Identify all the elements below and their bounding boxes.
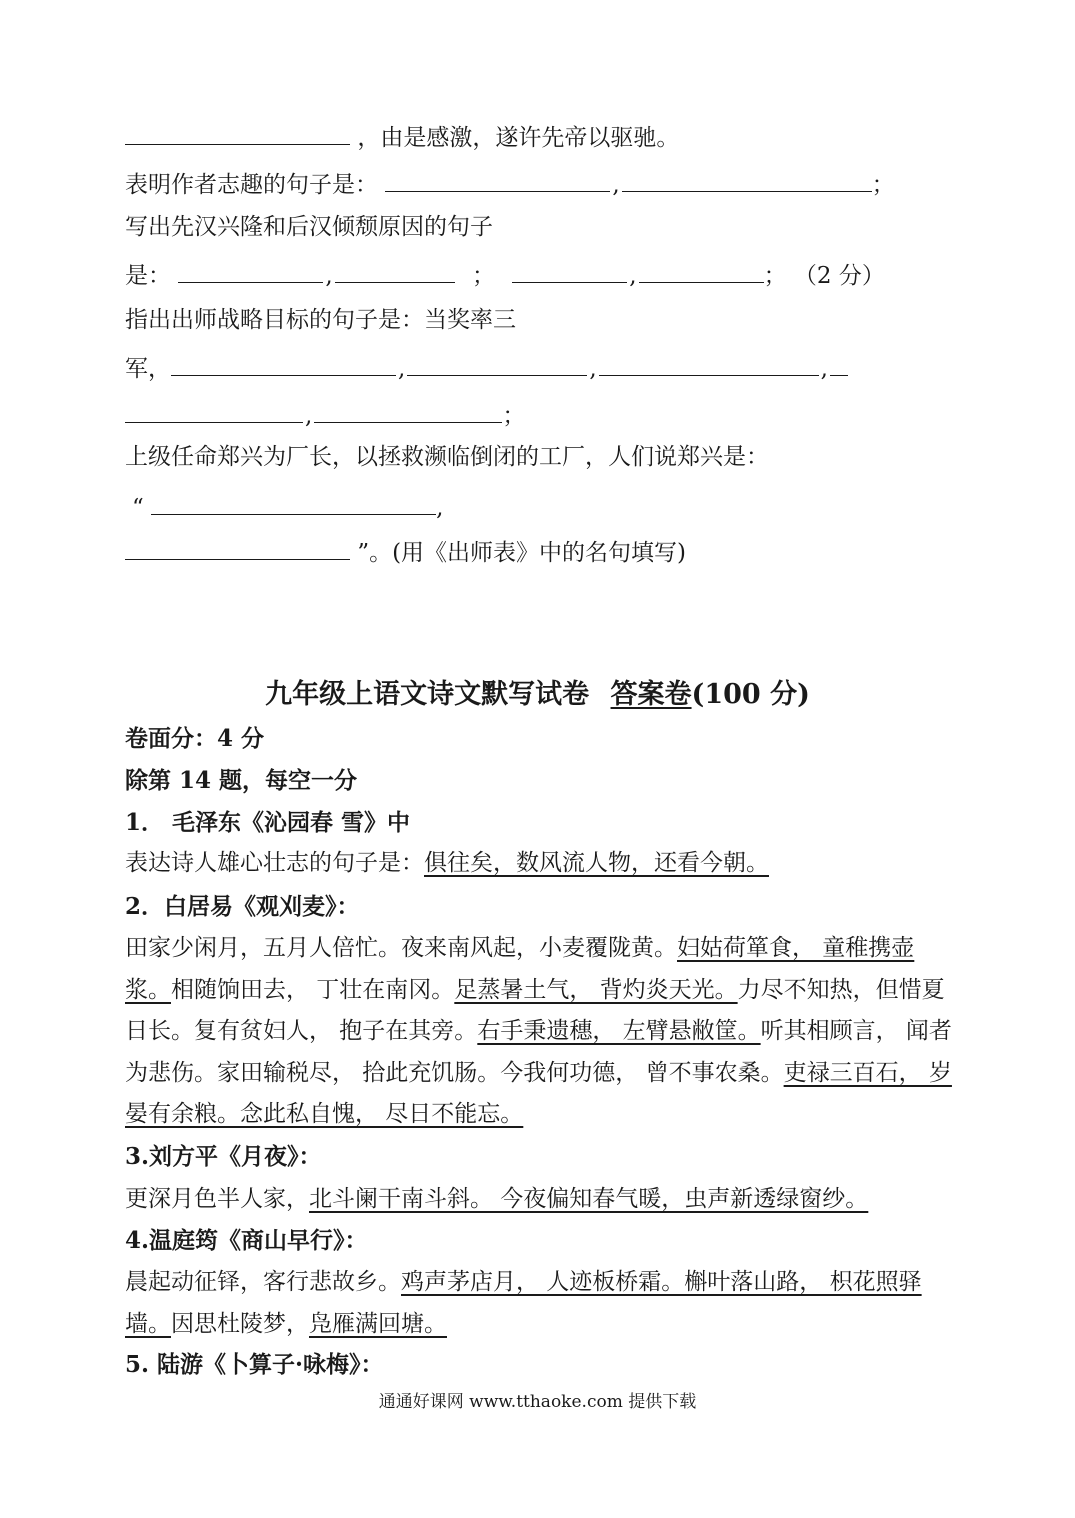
semicolon: ； — [502, 403, 526, 429]
answer-blank[interactable] — [599, 351, 819, 376]
comma-separator: , — [325, 263, 333, 289]
answer-blank[interactable] — [151, 490, 436, 515]
q1-heading: 1． 毛泽东《沁园春 雪》中 — [125, 809, 411, 836]
answer-blank[interactable] — [125, 398, 303, 423]
q2-answer-1: 妇姑荷箪食， 童稚携壶浆。 — [125, 935, 915, 1003]
q1-line — [125, 848, 769, 878]
q5-heading: 5. 陆游《卜算子·咏梅》： — [125, 1351, 384, 1378]
q3-text: 更深月色半人家， — [125, 1186, 309, 1212]
question-text: 写出先汉兴隆和后汉倾颓原因的句子 — [125, 214, 493, 240]
q2-text-3: 力尽不知热，但惜夏日长。复有贫妇人， 抱子在其旁。 — [125, 976, 945, 1044]
q4-text-2: 因思杜陵梦， — [171, 1310, 309, 1337]
q2-passage — [125, 928, 960, 1136]
title-key: 答案卷 — [610, 679, 692, 710]
close-note: ”。(用《出师表》中的名句填写) — [357, 540, 687, 566]
answer-blank[interactable] — [512, 258, 627, 283]
q3-answer: 北斗阑干南斗斜。 今夜偏知春气暖，虫声新透绿窗纱。 — [309, 1186, 869, 1212]
fill-line-1 — [125, 120, 679, 153]
score-note: （2 分） — [793, 263, 885, 289]
semicolon: ； — [871, 172, 895, 198]
fill-line-2 — [125, 167, 895, 200]
fill-line-9 — [132, 490, 443, 523]
answer-blank[interactable] — [125, 535, 350, 560]
answer-blank[interactable] — [830, 351, 848, 376]
fill-line-7 — [125, 398, 525, 431]
answer-blank[interactable] — [622, 167, 872, 192]
comma-separator: , — [436, 495, 444, 521]
comma-separator: , — [305, 403, 313, 429]
q1-answer: 俱往矣，数风流人物，还看今朝。 — [424, 850, 769, 876]
page-footer: 通通好课网 www.tthaoke.com 提供下载 — [378, 1392, 697, 1412]
answer-blank[interactable] — [385, 167, 610, 192]
q2-text-4: 听其相顾言， 闻者为悲伤。家田输税尽， 拾此充饥肠。今我何功德， 曾不事农桑。 — [125, 1018, 952, 1086]
answer-blank[interactable] — [171, 351, 396, 376]
q4-heading: 4.温庭筠《商山早行》： — [125, 1227, 368, 1254]
q1-prompt: 表达诗人雄心壮志的句子是： — [125, 850, 424, 876]
question-text: 指出出师战略目标的句子是：当奖率三 — [125, 307, 516, 333]
open-quote: “ — [132, 495, 144, 521]
q2-text-1: 田家少闲月，五月人倍忙。夜来南风起，小麦覆陇黄。 — [125, 935, 677, 961]
comma-separator: , — [589, 356, 597, 382]
answer-sheet-title — [0, 678, 1075, 712]
q2-heading: 2．白居易《观刈麦》： — [125, 893, 360, 920]
q2-answer-3: 右手秉遗穗， 左臂悬敝筐。 — [477, 1018, 761, 1044]
fill-line-6 — [125, 351, 848, 384]
fill-line-3 — [125, 212, 493, 242]
q2-answer-4: 吏禄三百石， 岁晏有余粮。念此私自愧， 尽日不能忘。 — [125, 1059, 952, 1127]
q4-text-1: 晨起动征铎，客行悲故乡。 — [125, 1269, 401, 1295]
q2-text-2: 相随饷田去， 丁壮在南冈。 — [171, 976, 455, 1003]
fill-line-8 — [125, 442, 769, 472]
answer-blank[interactable] — [125, 120, 350, 145]
title-score: (100 分) — [691, 679, 810, 710]
title-main: 九年级上语文诗文默写试卷 — [265, 679, 590, 710]
question-text: 上级任命郑兴为厂长，以拯救濒临倒闭的工厂，人们说郑兴是： — [125, 444, 769, 470]
question-label: 表明作者志趣的句子是： — [125, 172, 378, 198]
fill-line-5 — [125, 305, 516, 335]
comma-separator: , — [398, 356, 406, 382]
q4-answer-2: 凫雁满回塘。 — [309, 1310, 447, 1337]
fill-line-10 — [125, 535, 686, 568]
answer-blank[interactable] — [335, 258, 455, 283]
q4-passage — [125, 1262, 960, 1345]
comma-separator: , — [612, 172, 620, 198]
answer-blank[interactable] — [639, 258, 764, 283]
q4-answer-1: 鸡声茅店月， 人迹板桥霜。槲叶落山路， 枳花照驿墙。 — [125, 1269, 922, 1337]
fill-line-4 — [125, 258, 885, 291]
line-text: ，由是感激，遂许先帝以驱驰。 — [357, 125, 680, 151]
comma-separator: , — [820, 356, 828, 382]
semicolon: ； — [471, 263, 495, 289]
q2-answer-2: 足蒸暑土气， 背灼炎天光。 — [454, 976, 738, 1003]
score-note-2: 除第 14 题，每空一分 — [125, 767, 358, 794]
q3-heading: 3.刘方平《月夜》： — [125, 1143, 322, 1170]
score-note-1: 卷面分：4 分 — [125, 725, 265, 752]
answer-blank[interactable] — [314, 398, 502, 423]
q3-line — [125, 1184, 868, 1214]
comma-separator: , — [629, 263, 637, 289]
question-label: 是： — [125, 263, 171, 289]
semicolon: ； — [763, 263, 787, 289]
question-label: 军， — [125, 356, 171, 382]
answer-blank[interactable] — [407, 351, 587, 376]
answer-blank[interactable] — [178, 258, 323, 283]
